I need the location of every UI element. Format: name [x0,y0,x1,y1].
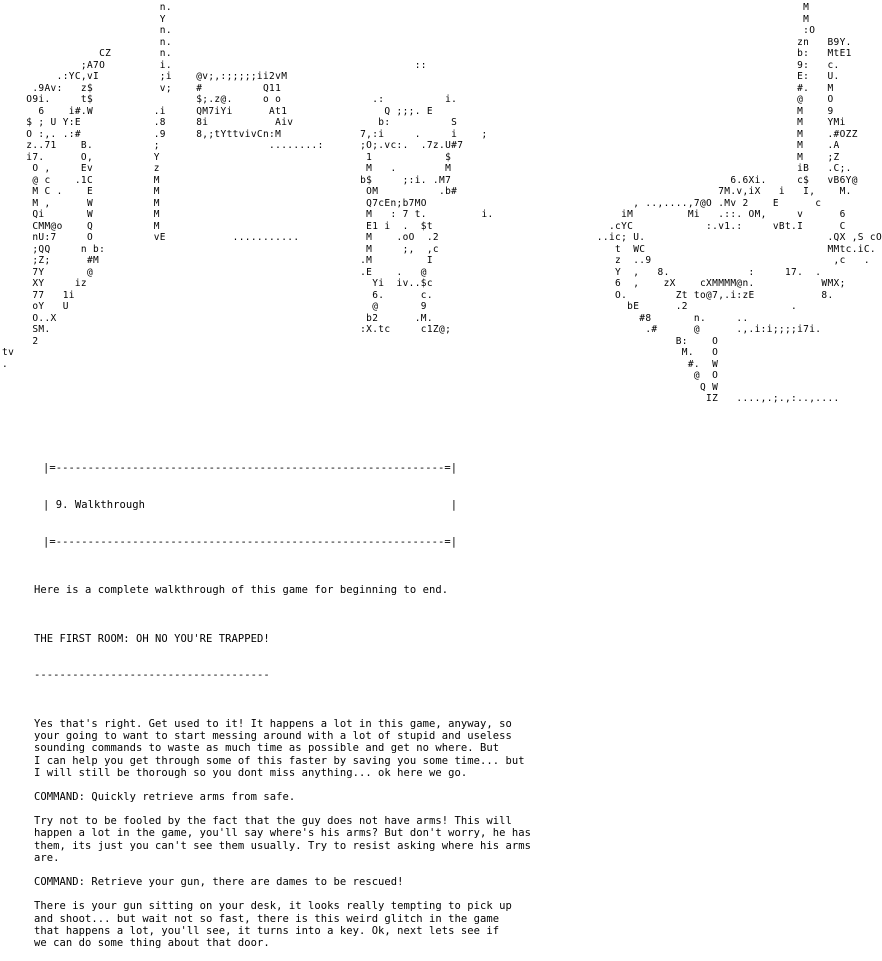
intro-paragraph: Here is a complete walkthrough of this game for beginning to end. [34,584,449,597]
section-title: | 9. Walkthrough | [43,499,458,512]
first-room-heading: THE FIRST ROOM: OH NO YOU'RE TRAPPED! [34,632,270,645]
section-box-top-rule: |=-------------------------------------------------------------=| [43,462,458,475]
walkthrough-paragraph-1: Yes that's right. Get used to it! It happens a lot in this game, anyway, so your going to want to start messing around with a lot of stupid and useless sounding commands to waste as much time as possible and get no where. But I can help you get through some of this faster by saving you some time... but I will still be thorough so you dont miss anything... ok here we go. [34,718,525,779]
walkthrough-paragraph-2: Try not to be fooled by the fact that the guy does not have arms! This will happen a lot in the game, you'll say where's his arms? But don't worry, he has them, its just you can't see them usually. Try to resist asking where his arms are. [34,815,531,864]
ascii-art-banner: n. M Y M n. :O n. zn B9Y. CZ n. b: MtE1 ;A7O i. :: 9: c. .:YC,vI ;i @v;,:;;;;;ii2vM E: U. .9Av: z$ v; # Q11 #. M O9i. t$ $;.z@. o o .: i. @ O 6 i#.W .i QM7iYi At1 Q ;;;. E M 9 $ ; U Y:E .8 8i Aiv b: S M YMi O :,. .:# .9 8,;tYttvivCn:M 7,:i . i ; M .#OZZ z..71 B. ; ........: ;O;.vc:. .7z.U#7 M .A i7. O, Y 1 $ M ;Z O , Ev z M . M iB .C;. @ c .1C M b$ ;:i. .M7 6.6Xi. c$ vB6Y@ M C . E M OM .b# 7M.v,iX i I, M. M , W M Q7cEn;b7MO , ..,....,7@O .Mv 2 E c Qi W M M : 7 t. i. iM Mi .::. OM, v 6 CMM@o Q M E1 i . $t .cYC :.v1.: vBt.I C nU:7 O vE ........... M .oO .2 ..ic; U. .QX ,S cO ;QQ n b: M ;, ,c t WC MMtc.iC. ;Z; #M .M I z ..9 ,c . 7Y @ .E . @ Y , 8. : 17. . XY iz Yi iv..$c 6 , zX cXMMMM@n. WMX; 77 1i 6. c. O. Zt to@7,.i:zE 8. oY U @ 9 bE .2 . O..X b2 .M. #8 n. .. SM. :X.tc c1Z@; .# @ .,.i:i;;;;i7i. 2 B: O tv M. O . #. W @ O Q W IZ ....,.;.,:..,.... [2,2,882,404]
section-title-box [43,438,634,572]
walkthrough-paragraph-3: There is your gun sitting on your desk, it looks really tempting to pick up and shoot... but wait not so fast, there is this weird glitch in the game that happens a lot, you'll see, it turns into a key. Ok, next lets see if we can do some thing about that door. [34,900,512,949]
command-line-1: COMMAND: Quickly retrieve arms from safe. [34,791,296,804]
section-box-bottom-rule: |=-------------------------------------------------------------=| [43,535,458,548]
first-room-heading-underline: ------------------------------------- [34,669,270,682]
command-line-2: COMMAND: Retrieve your gun, there are dames to be rescued! [34,876,404,889]
walkthrough-section [34,438,634,961]
first-room-heading-block [34,608,634,706]
